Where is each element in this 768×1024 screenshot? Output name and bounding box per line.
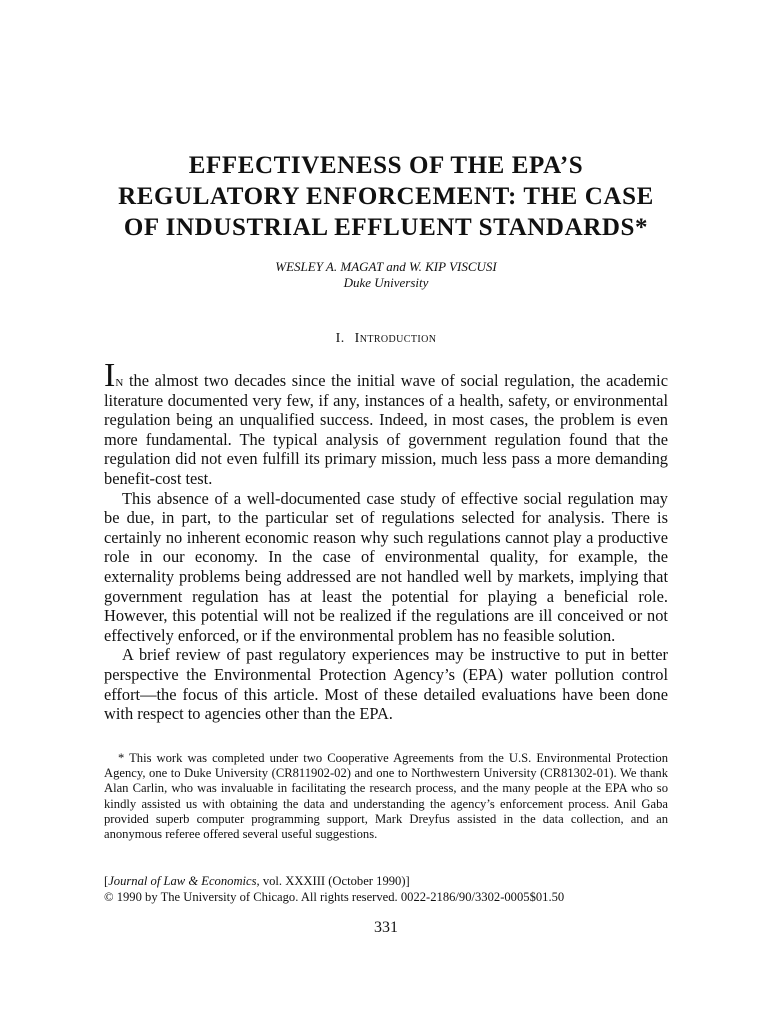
- title-line-1: EFFECTIVENESS OF THE EPA’S: [188, 152, 584, 179]
- citation-open: [: [104, 874, 109, 888]
- paragraph-2: This absence of a well-documented case study of effective social regulation may be due, in part, to the particular set of regulations selected for analysis. There is certainly no inherent economic reason why such regulations cannot play a productive role in our economy. In the case of environmental quality, for example, the externality problems being addressed are not handled well by markets, implying that government regulation has at least the potential for playing a beneficial role. However, this potential will not be realized if the regulations are ill conceived or not effectively enforced, or if the environmental problem has no feasible solution.: [104, 488, 668, 645]
- title-line-3: OF INDUSTRIAL EFFLUENT STANDARDS*: [123, 214, 649, 241]
- author-names: WESLEY A. MAGAT and W. KIP VISCUSI: [275, 259, 497, 274]
- title-line-2: REGULATORY ENFORCEMENT: THE CASE: [118, 183, 654, 210]
- paragraph-1: [104, 357, 668, 489]
- drop-cap: I: [104, 357, 116, 394]
- paragraph-1-text: the almost two decades since the initial wave of social regulation, the academic literature documented very few, if any, instances of a health, safety, or environmental regulation being an unqualified success. Indeed, in most cases, the problem is even more fundamental. The typical analysis of government regulation found that the regulation did not even fulfill its primary mission, much less pass a more demanding benefit-cost test.: [104, 371, 668, 488]
- footnote: * This work was completed under two Cooperative Agreements from the U.S. Environmental Protection Agency, one to Duke University (CR811902-02) and one to Northwestern University (CR81302-01). We thank Alan Carlin, who was invaluable in facilitating the research process, and the many people at the EPA who so kindly assisted us with obtaining the data and understanding the agency’s enforcement process. Anil Gaba provided superb computer programming support, Mark Dreyfus assisted in the data collection, and an anonymous referee offered several useful suggestions.: [104, 751, 668, 842]
- article-title: [104, 150, 668, 243]
- lead-word: n: [115, 371, 124, 390]
- section-heading: [104, 330, 668, 348]
- body-text: [104, 357, 668, 724]
- journal-page: [104, 0, 668, 1024]
- paragraph-3: A brief review of past regulatory experiences may be instructive to put in better perspective the Environmental Protection Agency’s (EPA) water pollution control effort—the focus of this article. Most of these detailed evaluations have been done with respect to agencies other than the EPA.: [104, 645, 668, 724]
- journal-name: Journal of Law & Economics,: [108, 874, 260, 888]
- page-number: 331: [374, 919, 398, 936]
- citation-details: vol. XXXIII (October 1990)]: [259, 874, 410, 888]
- author-affiliation: Duke University: [343, 275, 429, 290]
- section-number: I.: [335, 331, 345, 346]
- copyright-notice: © 1990 by The University of Chicago. All rights reserved. 0022-2186/90/3302-0005$01.50: [104, 890, 565, 904]
- section-title: Introduction: [354, 331, 437, 346]
- journal-citation: [104, 874, 668, 889]
